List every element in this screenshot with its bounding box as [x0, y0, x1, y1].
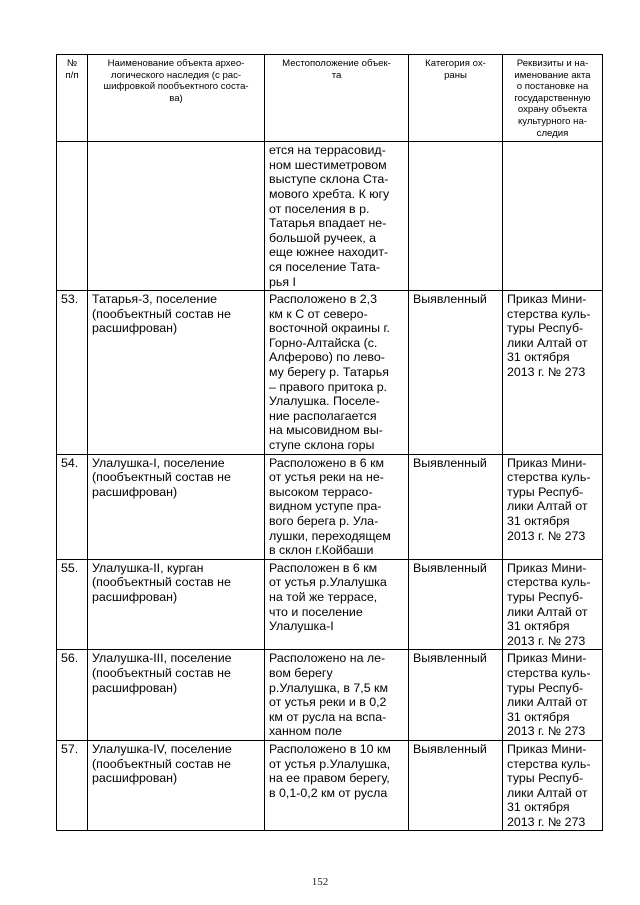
table-row	[57, 740, 603, 831]
row-location: Расположено в 2,3 км к С от северо- восточной окраины г. Горно-Алтайска (с. Алферово) по лево- му берегу р. Татарья – правого притока р. Улалушка. Поселе- ние располагается на мысовидном вы- ступе склона горы	[265, 291, 409, 455]
header-num: № п/п	[57, 55, 88, 142]
row-object-name: Улалушка-III, поселение (пообъектный состав не расшифрован)	[88, 650, 265, 741]
header-location: Местоположение объек- та	[265, 55, 409, 142]
row-num: 55.	[57, 559, 88, 650]
table-row-continuation	[57, 142, 603, 291]
continuation-location-cell: ется на террасовид- ном шестиметровом выступе склона Ста- мового хребта. К югу от поселения в р. Татарья впадает не- большой ручеек, а еще южнее находит- ся поселение Тата- рья I	[265, 142, 409, 291]
row-object-name: Татарья-3, поселение (пообъектный состав не расшифрован)	[88, 291, 265, 455]
row-num: 53.	[57, 291, 88, 455]
header-act: Реквизиты и на- именование акта о постановке на государственную охрану объекта культурного на- следия	[503, 55, 603, 142]
row-location: Расположено в 10 км от устья р.Улалушка, на ее правом берегу, в 0,1-0,2 км от русла	[265, 740, 409, 831]
header-category: Категория ох- раны	[409, 55, 503, 142]
row-act: Приказ Мини- стерства куль- туры Респуб- лики Алтай от 31 октября 2013 г. № 273	[503, 650, 603, 741]
row-act: Приказ Мини- стерства куль- туры Респуб- лики Алтай от 31 октября 2013 г. № 273	[503, 291, 603, 455]
row-num: 54.	[57, 454, 88, 559]
row-object-name: Улалушка-IV, поселение (пообъектный состав не расшифрован)	[88, 740, 265, 831]
row-act: Приказ Мини- стерства куль- туры Респуб- лики Алтай от 31 октября 2013 г. № 273	[503, 740, 603, 831]
row-location: Расположен в 6 км от устья р.Улалушка на той же террасе, что и поселение Улалушка-I	[265, 559, 409, 650]
row-location: Расположено в 6 км от устья реки на не- высоком террасо- видном уступе пра- вого берега р. Ула- лушки, переходящем в склон г.Койбаши	[265, 454, 409, 559]
row-act: Приказ Мини- стерства куль- туры Респуб- лики Алтай от 31 октября 2013 г. № 273	[503, 454, 603, 559]
page-number: 152	[311, 876, 329, 888]
table-row	[57, 650, 603, 741]
table-row	[57, 291, 603, 455]
row-object-name: Улалушка-I, поселение (пообъектный состав не расшифрован)	[88, 454, 265, 559]
row-object-name: Улалушка-II, курган (пообъектный состав не расшифрован)	[88, 559, 265, 650]
row-location: Расположено на ле- вом берегу р.Улалушка, в 7,5 км от устья реки и в 0,2 км от русла на вспа- ханном поле	[265, 650, 409, 741]
row-category: Выявленный	[409, 454, 503, 559]
row-category: Выявленный	[409, 650, 503, 741]
continuation-act-cell	[503, 142, 603, 291]
header-name: Наименование объекта архео- логического наследия (с рас- шифровкой пообъектного соста- ва)	[88, 55, 265, 142]
table-row	[57, 559, 603, 650]
row-category: Выявленный	[409, 291, 503, 455]
row-act: Приказ Мини- стерства куль- туры Респуб- лики Алтай от 31 октября 2013 г. № 273	[503, 559, 603, 650]
heritage-registry-table	[56, 54, 603, 831]
table-row	[57, 454, 603, 559]
table-header-row	[57, 55, 603, 142]
row-category: Выявленный	[409, 559, 503, 650]
row-num: 57.	[57, 740, 88, 831]
row-category: Выявленный	[409, 740, 503, 831]
continuation-num-cell	[57, 142, 88, 291]
row-num: 56.	[57, 650, 88, 741]
continuation-category-cell	[409, 142, 503, 291]
continuation-name-cell	[88, 142, 265, 291]
